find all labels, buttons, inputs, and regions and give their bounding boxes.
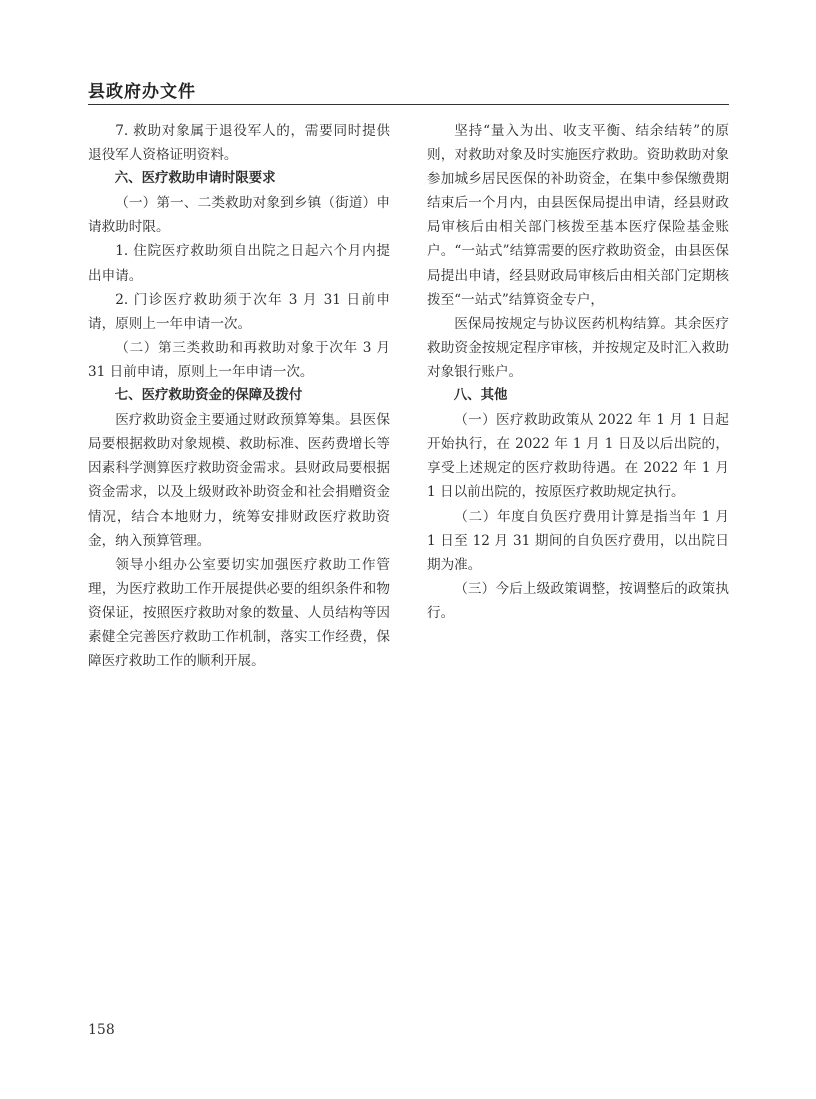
header-title: 县政府办文件 — [88, 82, 196, 102]
paragraph: （二）年度自负医疗费用计算是指当年 1 月 1 日至 12 月 31 期间的自负医疗费用，以出院日期为准。 — [427, 508, 729, 573]
section-heading: 六、医疗救助申请时限要求 — [114, 171, 276, 187]
paragraph: 坚持“量入为出、收支平衡、结余结转”的原则，对救助对象及时实施医疗救助。资助救助对象参加城乡居民医保的补助资金，在集中参保缴费期结束后一个月内，由县医保局提出申请，经县财政局审核后由相关部门核拨至基本医疗保险基金账户。“一站式”结算需要的医疗救助资金，由县医保局提出申请，经县财政局审核后由相关部门定期核拨至“一站式”结算资金专户， — [427, 123, 729, 308]
paragraph: （一）第一、二类救助对象到乡镇（街道）申请救助时限。 — [88, 195, 390, 236]
right-column — [427, 119, 729, 625]
section-heading: 七、医疗救助资金的保障及拨付 — [114, 388, 303, 404]
paragraph: 领导小组办公室要切实加强医疗救助工作管理，为医疗救助工作开展提供必要的组织条件和物资保证，按照医疗救助对象的数量、人员结构等因素健全完善医疗救助工作机制，落实工作经费，保障医疗救助工作的顺利开展。 — [88, 556, 390, 670]
running-header — [88, 76, 729, 105]
paragraph: 医保局按规定与协议医药机构结算。其余医疗救助资金按规定程序审核，并按规定及时汇入救助对象银行账户。 — [427, 315, 729, 380]
paragraph: 医疗救助资金主要通过财政预算筹集。县医保局要根据救助对象规模、救助标准、医药费增长等因素科学测算医疗救助资金需求。县财政局要根据资金需求，以及上级财政补助资金和社会捐赠资金情况，结合本地财力，统筹安排财政医疗救助资金，纳入预算管理。 — [88, 412, 390, 549]
paragraph: （二）第三类救助和再救助对象于次年 3 月 31 日前申请，原则上一年申请一次。 — [88, 339, 390, 380]
page-number: 158 — [88, 1022, 115, 1038]
paragraph: （一）医疗救助政策从 2022 年 1 月 1 日起开始执行，在 2022 年 1 月 1 日及以后出院的，享受上述规定的医疗救助待遇。在 2022 年 1 月 1 日以前出院的，按原医疗救助规定执行。 — [427, 412, 729, 501]
left-column — [88, 119, 390, 673]
paragraph: 1. 住院医疗救助须自出院之日起六个月内提出申请。 — [88, 243, 390, 284]
paragraph: 7. 救助对象属于退役军人的，需要同时提供退役军人资格证明资料。 — [88, 123, 390, 164]
paragraph: 2. 门诊医疗救助须于次年 3 月 31 日前申请，原则上一年申请一次。 — [88, 291, 390, 332]
paragraph: （三）今后上级政策调整，按调整后的政策执行。 — [427, 580, 729, 621]
section-heading: 八、其他 — [453, 388, 508, 404]
